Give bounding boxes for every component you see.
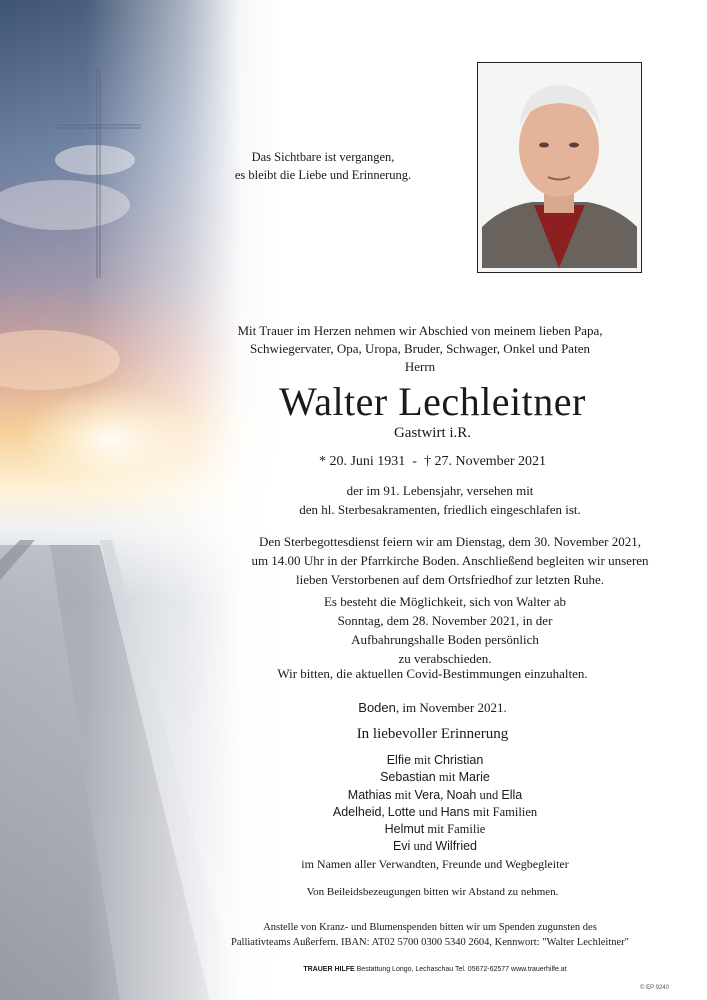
family-line	[220, 787, 650, 804]
family-connector: und	[476, 787, 502, 802]
family-member: Sebastian	[380, 770, 436, 785]
family-member: Lotte	[387, 804, 416, 819]
footer-funeral-home	[220, 966, 650, 973]
condolence-notice: Von Beileidsbezeugungen bitten wir Abstand zu nehmen.	[306, 886, 559, 898]
deceased-name: Walter Lechleitner	[279, 379, 586, 424]
death-date: † 27. November 2021	[423, 454, 547, 469]
intro-text	[200, 322, 640, 376]
viewing-line: Es besteht die Möglichkeit, sich von Walter ab	[323, 594, 567, 609]
family-member: Noah	[446, 787, 477, 802]
viewing-line: zu verabschieden.	[398, 651, 492, 666]
family-list	[220, 752, 650, 873]
family-member: Mathias	[347, 787, 392, 802]
family-member: Ella	[501, 787, 523, 802]
family-member: Marie	[458, 770, 490, 785]
family-connector: und	[415, 804, 441, 819]
place-date-text: , im November 2021.	[395, 700, 507, 715]
passing-line: den hl. Sterbesakramenten, friedlich eingeschlafen ist.	[299, 502, 581, 517]
donation-notice	[190, 920, 670, 950]
passing-text	[220, 481, 660, 519]
portrait-photo	[477, 62, 642, 273]
memorial-quote	[218, 148, 428, 184]
family-connector: ,	[381, 804, 388, 819]
profession: Gastwirt i.R.	[393, 425, 472, 441]
family-connector: mit Familie	[424, 822, 486, 837]
family-member: Elfie	[386, 753, 412, 767]
family-closing: im Namen aller Verwandten, Freunde und Wegbegleiter	[301, 856, 569, 871]
family-connector: mit	[435, 770, 459, 785]
funeral-service-text	[215, 532, 685, 589]
intro-line: Schwiegervater, Opa, Uropa, Bruder, Schwager, Onkel und Paten	[250, 341, 590, 356]
life-dates	[200, 454, 665, 470]
family-member: Helmut	[384, 822, 425, 837]
place-date	[200, 700, 665, 716]
service-line: Den Sterbegottesdienst feiern wir am Dienstag, dem 30. November 2021,	[259, 534, 641, 549]
family-member: Evi	[392, 839, 411, 854]
family-line	[220, 769, 650, 786]
passing-line: der im 91. Lebensjahr, versehen mit	[346, 483, 534, 498]
family-connector: und	[410, 839, 436, 854]
footer-brand: TRAUER HILFE	[303, 966, 355, 973]
family-member: Hans	[440, 804, 470, 819]
family-member: Vera	[414, 787, 441, 802]
service-line: um 14.00 Uhr in der Pfarrkirche Boden. Anschließend begleiten wir unseren	[251, 553, 649, 568]
intro-line: Herrn	[404, 359, 436, 374]
viewing-line: Sonntag, dem 28. November 2021, in der	[337, 613, 553, 628]
date-separator: -	[412, 454, 417, 469]
portrait-image	[482, 67, 637, 268]
viewing-line: Aufbahrungshalle Boden persönlich	[351, 632, 539, 647]
viewing-text	[240, 592, 650, 668]
service-line: lieben Verstorbenen auf dem Ortsfriedhof zur letzten Ruhe.	[295, 572, 605, 587]
family-line	[220, 838, 650, 855]
family-line	[220, 752, 650, 769]
place-name: Boden	[358, 700, 396, 715]
family-connector: mit	[411, 753, 434, 767]
family-connector: mit Familien	[469, 804, 538, 819]
birth-date: * 20. Juni 1931	[318, 454, 406, 469]
copyright-code: © EP 9240	[640, 985, 669, 991]
covid-notice: Wir bitten, die aktuellen Covid-Bestimmungen einzuhalten.	[277, 666, 588, 681]
donation-line: Palliativteams Außerfern. IBAN: AT02 5700 0300 5340 2604, Kennwort: "Walter Lechleitner"	[231, 937, 629, 948]
quote-line: es bleibt die Liebe und Erinnerung.	[234, 168, 412, 182]
family-connector: mit	[391, 787, 415, 802]
quote-line: Das Sichtbare ist vergangen,	[251, 150, 395, 164]
footer-contact: Bestattung Longo, Lechaschau Tel. 05672-62577 www.trauerhilfe.at	[354, 966, 567, 973]
family-connector: ,	[440, 787, 447, 802]
family-line	[220, 804, 650, 821]
donation-line: Anstelle von Kranz- und Blumenspenden bitten wir um Spenden zugunsten des	[263, 922, 597, 933]
intro-line: Mit Trauer im Herzen nehmen wir Abschied von meinem lieben Papa,	[237, 323, 603, 338]
family-line	[220, 821, 650, 838]
memory-title: In liebevoller Erinnerung	[356, 726, 509, 742]
family-member: Wilfried	[435, 839, 478, 854]
family-member: Christian	[433, 753, 484, 767]
family-member: Adelheid	[332, 804, 382, 819]
